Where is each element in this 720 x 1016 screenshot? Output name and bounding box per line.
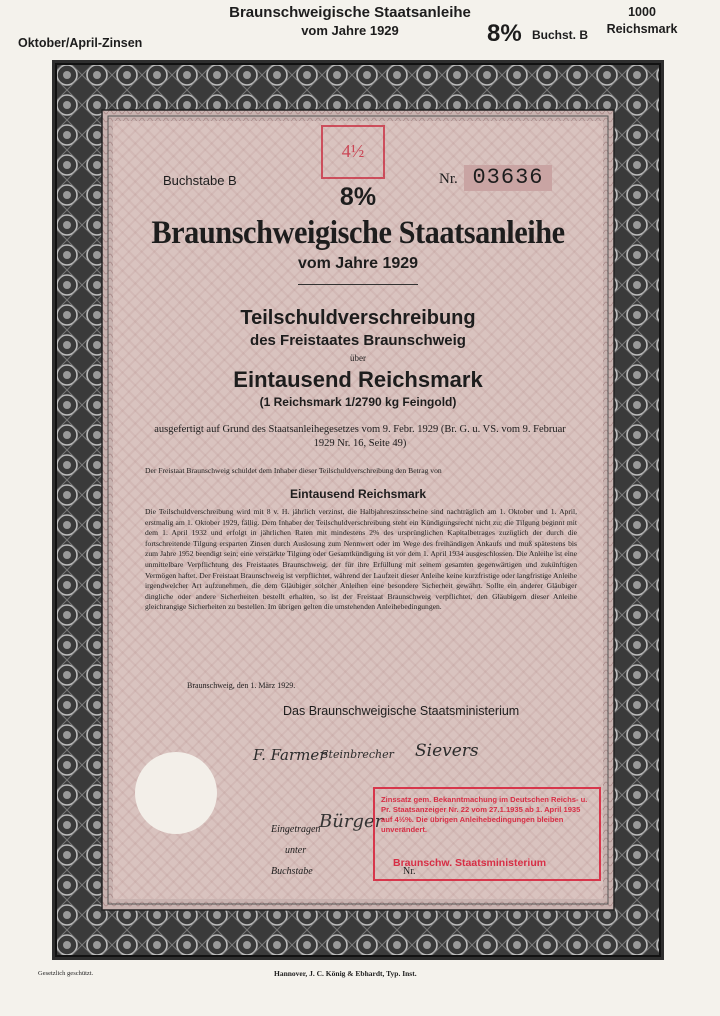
header-title-line1: Braunschweigische Staatsanleihe <box>229 4 471 21</box>
interest-rate-stamp: 4½ <box>321 125 385 179</box>
header-denomination <box>594 4 690 38</box>
legal-basis: ausgefertigt auf Grund des Staatsanleihegesetzes vom 9. Febr. 1929 (Br. G. u. VS. vom 9. Februar 1929 Nr. 16, Seite 49) <box>154 424 566 449</box>
issuer-line: des Freistaates Braunschweig <box>250 332 466 349</box>
registered-label: Eingetragen <box>271 824 321 835</box>
place-date: Braunschweig, den 1. März 1929. <box>187 681 296 690</box>
bond-title: Braunschweigische Staatsanleihe <box>151 215 565 251</box>
interest-dates: Oktober/April-Zinsen <box>18 36 143 50</box>
stamp-authority: Braunschw. Staatsministerium <box>393 857 547 869</box>
under-label: unter <box>285 845 307 856</box>
divider <box>298 284 418 285</box>
series-letter: Buchstabe B <box>163 173 237 188</box>
nr-field-label: Nr. <box>403 866 416 877</box>
coupon-percent: 8% <box>339 183 377 211</box>
terms-paragraph: Die Teilschuldverschreibung wird mit 8 v. H. jährlich verzinst, die Halbjahreszinsscheine sind nachträglich am 1. Oktober und 1. April, erstmalig am 1. Oktober 1929, fällig. Dem Inhaber der Teilschuldverschreibung steht ein Kündigungsrecht nicht zu; die Tilgung beginnt mit dem 1. April 1932 und erfolgt in jährlichen Raten mit mindestens 2% des ursprünglichen Kapitalbetrages zuzüglich der durch die fortschreitende Tilgung ersparten Zinsen durch Auslosung zum Nennwert oder im Wege des freihändigen Ankaufs und muß spätestens bis zum Jahre 1952 beendigt sein; eine verstärkte Tilgung oder Gesamtkündigung ist vor dem 1. April 1934 ausgeschlossen. Die Anleihe ist eine unmittelbare Verpflichtung des Freistaates Braunschweig, der für ihre Erfüllung mit seinem gesamten gegenwärtigen und zukünftigen Vermögen haftet. Der Freistaat Braunschweig ist verpflichtet, während der Laufzeit dieser Anleihe keine kurzfristige oder langfristige Anleihe irgendwelcher Art aufzunehmen, die dem Gläubiger solcher Anleihen eine besondere Sicherheit gewährt. Sollte ein anderer Gläubiger dingliche oder andere Sicherheiten bestellt erhalten, so ist der Freistaat Braunschweig verpflichtet, den Gläubigern dieser Anleihe gleichrangige Sicherheiten zu bestellen. Im übrigen gelten die umstehenden Anleihebedingungen. <box>145 507 577 612</box>
header-percent: 8% <box>487 20 522 47</box>
printer-imprint: Hannover, J. C. König & Ebhardt, Typ. Inst. <box>274 969 417 978</box>
stamp-text: Zinssatz gem. Bekanntmachung im Deutschen Reichs- u. Pr. Staatsanzeiger Nr. 22 vom 27.1.1935 ab 1. April 1935 auf 4½%. Die übrigen Anleihebedingungen bleiben unverändert. <box>381 795 588 834</box>
bond-year: vom Jahre 1929 <box>297 255 419 272</box>
number-label: Nr. <box>439 171 458 187</box>
certificate-panel <box>113 121 603 899</box>
letter-field-label: Buchstabe <box>271 866 313 877</box>
header-title-line2: vom Jahre 1929 <box>301 23 399 38</box>
header-title <box>220 4 480 38</box>
interest-reduction-stamp <box>373 787 601 881</box>
certificate-number: 03636 <box>464 165 552 191</box>
document-heading: Teilschuldverschreibung <box>240 307 476 329</box>
denomination-value: 1000 <box>628 5 656 19</box>
amount-words-small: Eintausend Reichsmark <box>289 487 427 501</box>
header-letter: Buchst. B <box>532 28 589 42</box>
amount-words: Eintausend Reichsmark <box>233 367 483 392</box>
signature-1: F. Farmer <box>253 746 327 764</box>
cancellation-hole <box>135 752 217 834</box>
intro-paragraph: Der Freistaat Braunschweig schuldet dem Inhaber dieser Teilschuldverschreibung den Betrag von <box>145 466 442 475</box>
denomination-unit: Reichsmark <box>606 22 678 36</box>
signature-2: Steinbrecher <box>321 748 394 761</box>
registration-signature: Bürger <box>319 811 384 832</box>
copyright-note: Gesetzlich geschützt. <box>38 970 94 977</box>
ministry-name: Das Braunschweigische Staatsministerium <box>283 704 520 718</box>
gold-equivalent: (1 Reichsmark 1/2790 kg Feingold) <box>259 395 457 409</box>
signature-3: Sievers <box>415 741 479 761</box>
ueber-word: über <box>350 353 366 363</box>
header-strip <box>0 0 720 58</box>
